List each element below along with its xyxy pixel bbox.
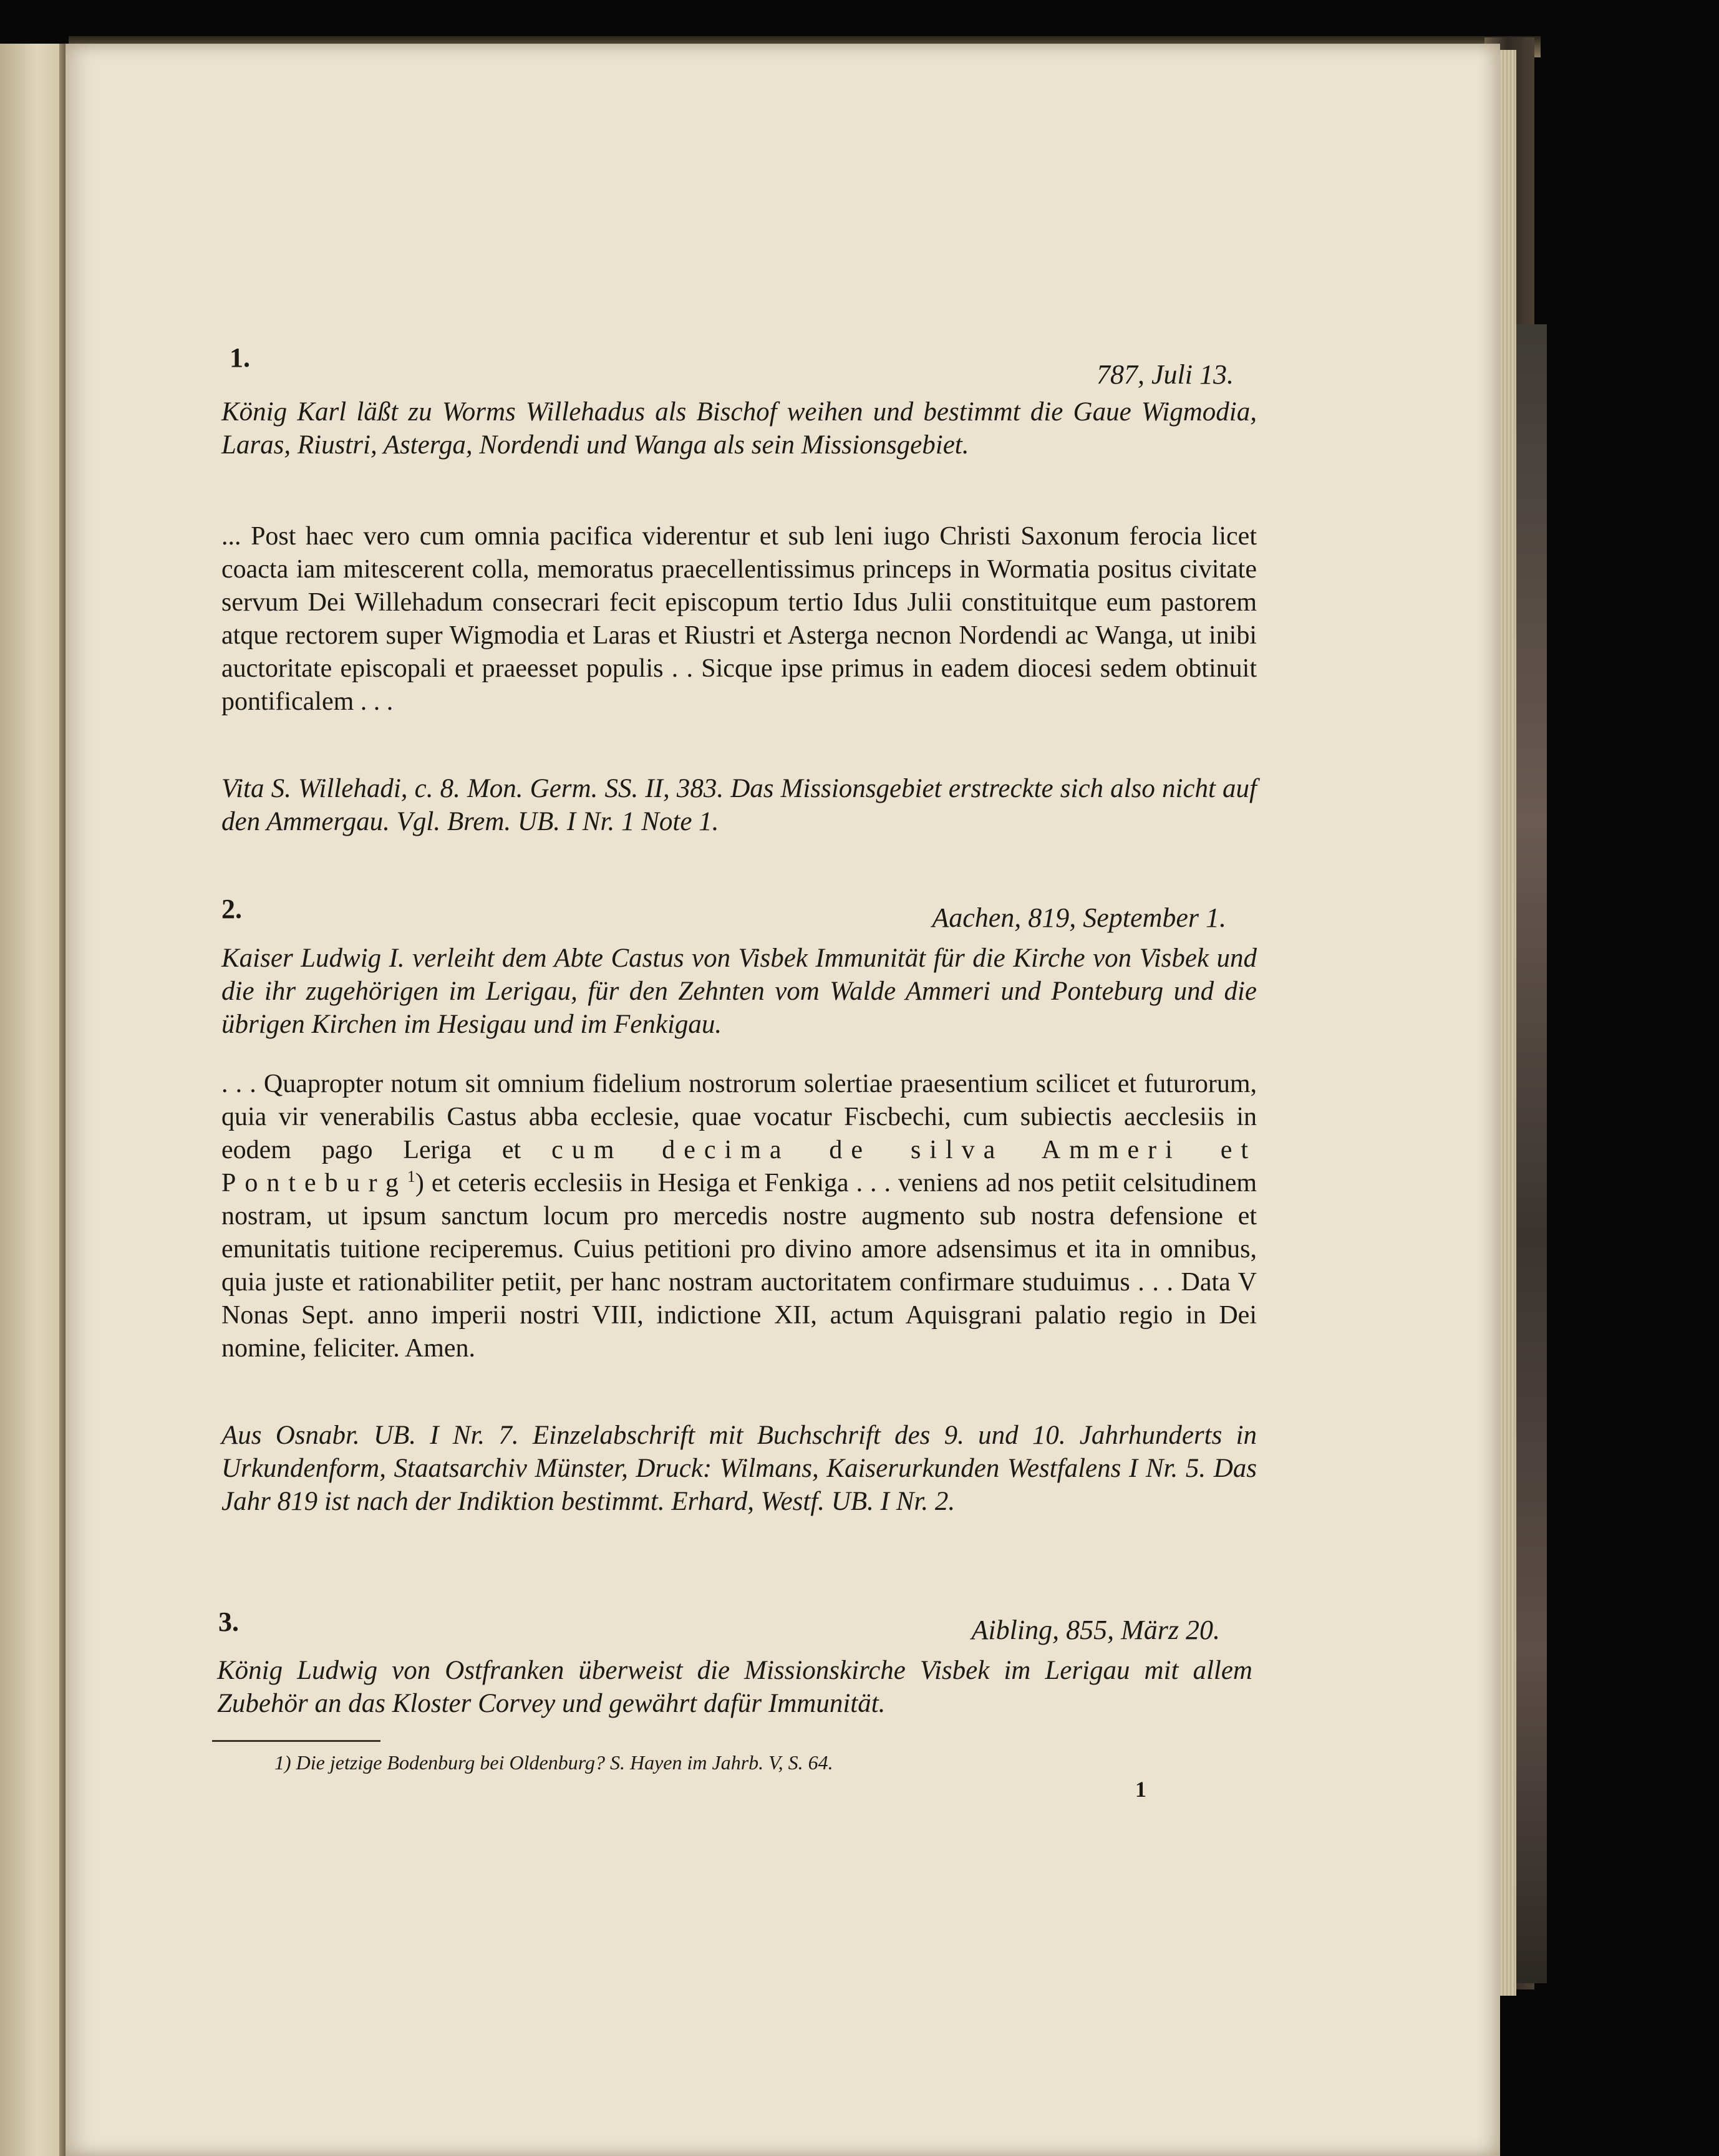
section-2-body xyxy=(221,1068,1257,1365)
section-2-body-after: ) et ceteris ecclesiis in Hesiga et Fenkiga . . . veniens ad nos petiit celsitudinem nostram, ut ipsum sanctum locum pro mercedis nostre augmento sub nostra defensione et emunitatis tuitione reciperemus. Cuius petitioni pro divino amore adsensimus et ita in omnibus, quia juste et rationabiliter petiit, per hanc nostram auctoritatem confirmare studuimus . . . Data V Nonas Sept. anno imperii nostri VIII, indictione XII, actum Aquisgrani palatio regio in Dei nomine, feliciter. Amen. xyxy=(221,1169,1257,1363)
section-3-number: 3. xyxy=(218,1607,239,1637)
footnote-mark: 1) xyxy=(274,1751,291,1774)
section-1-number: 1. xyxy=(230,342,250,373)
page-number: 1 xyxy=(1135,1777,1146,1802)
section-1-source: Vita S. Willehadi, c. 8. Mon. Germ. SS. II, 383. Das Missionsgebiet erstreckte sich also nicht auf den Ammergau. Vgl. Brem. UB. I Nr. 1 Note 1. xyxy=(221,774,1257,836)
section-2-body-spaced: cum decima de silva Ammeri et Ponteburg xyxy=(221,1136,1257,1197)
section-2-source: Aus Osnabr. UB. I Nr. 7. Einzelabschrift mit Buchschrift des 9. und 10. Jahrhunderts in Urkundenform, Staatsarchiv Münster, Druck: Wilmans, Kaiserurkunden Westfalens I Nr. 5. Das Jahr 819 ist nach der Indiktion bestimmt. Erhard, Westf. UB. I Nr. 2. xyxy=(221,1421,1257,1516)
left-page-edge xyxy=(0,44,69,2156)
section-2-body-before: . . . Quapropter notum sit omnium fidelium nostrorum solertiae praesentium scilicet et futurorum, quia vir venerabilis Castus abba ecclesie, quae vocatur Fiscbechi, cum subiectis aecclesiis in eodem pago Leriga et xyxy=(221,1070,1257,1164)
section-2-number: 2. xyxy=(221,894,242,924)
footnote-rule xyxy=(212,1740,380,1742)
footnote-text: Die jetzige Bodenburg bei Oldenburg? S. Hayen im Jahrb. V, S. 64. xyxy=(296,1751,833,1774)
section-3-dateline: Aibling, 855, März 20. xyxy=(971,1615,1220,1645)
footnote-reference: 1 xyxy=(407,1167,415,1186)
section-2-dateline: Aachen, 819, September 1. xyxy=(932,902,1226,933)
section-2-summary: Kaiser Ludwig I. verleiht dem Abte Castus von Visbek Immunität für die Kirche von Visbek und die ihr zugehörigen im Lerigau, für den Zehnten vom Walde Ammeri und Ponteburg und die übrigen Kirchen im Hesigau und im Fenkigau. xyxy=(221,944,1257,1039)
footnote xyxy=(274,1751,833,1774)
section-3-summary: König Ludwig von Ostfranken überweist die Missionskirche Visbek im Lerigau mit allem Zubehör an das Kloster Corvey und gewährt dafür Immunität. xyxy=(217,1656,1252,1718)
section-1-summary: König Karl läßt zu Worms Willehadus als Bischof weihen und bestimmt die Gaue Wigmodia, Laras, Riustri, Asterga, Nordendi und Wanga als sein Missionsgebiet. xyxy=(221,397,1257,460)
section-1-dateline: 787, Juli 13. xyxy=(1097,359,1234,390)
section-1-body: ... Post haec vero cum omnia pacifica viderentur et sub leni iugo Christi Saxonum ferocia licet coacta iam mitescerent colla, memoratus praecellentissimus princeps in Wormatia positus civitate servum Dei Willehadum consecrari fecit episcopum tertio Idus Julii constituitque eum pastorem atque rectorem super Wigmodia et Laras et Riustri et Asterga necnon Nordendi ac Wanga, ut inibi auctoritate episcopali et praeesset populis . . Sicque ipse primus in eadem diocesi sedem obtinuit pontificalem . . . xyxy=(221,522,1257,716)
